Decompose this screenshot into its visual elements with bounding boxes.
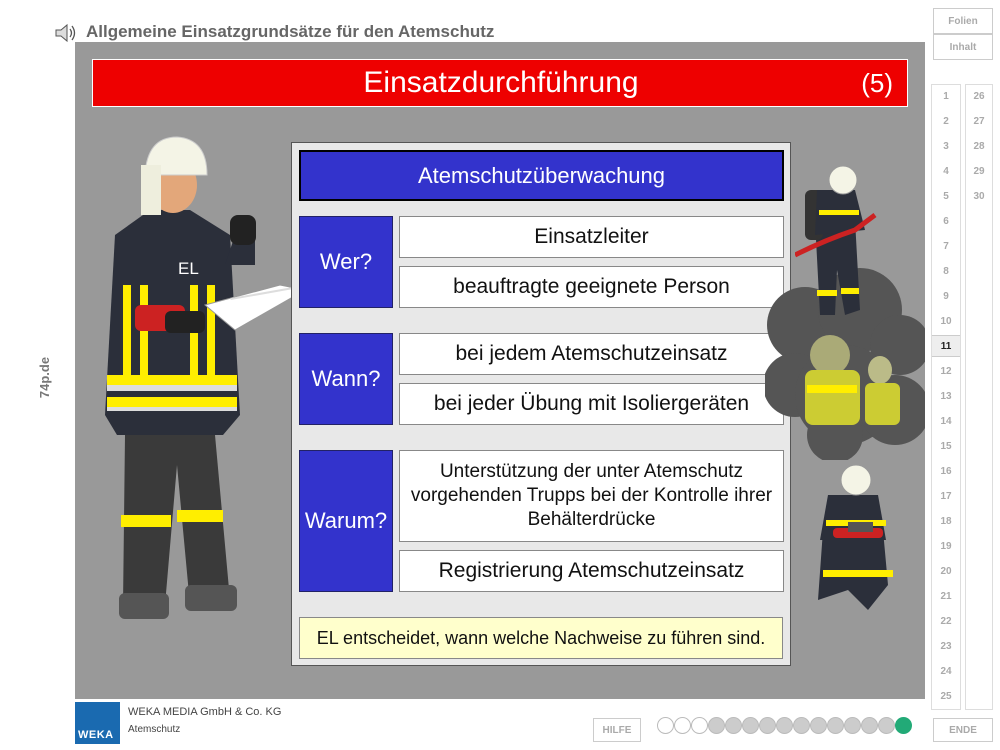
slide-nav-item-12[interactable]: 12	[940, 365, 952, 377]
slide-nav-item-19[interactable]: 19	[940, 540, 952, 552]
slide-title: Einsatzdurchführung	[363, 66, 639, 99]
slide-nav-item-14[interactable]: 14	[940, 415, 952, 427]
slide-title-bar	[92, 59, 908, 107]
kneeling-firefighter-illustration	[808, 460, 903, 615]
firefighter-label: EL	[178, 259, 199, 278]
progress-dot	[691, 717, 708, 734]
slide-nav-item-16[interactable]: 16	[940, 465, 952, 477]
slide-nav-item-13[interactable]: 13	[940, 390, 952, 402]
item-registrierung	[399, 550, 784, 592]
panel-header	[299, 150, 784, 201]
course-title: Allgemeine Einsatzgrundsätze für den Atemschutz	[86, 22, 495, 41]
progress-indicator	[657, 715, 927, 737]
slide-nav-item-18[interactable]: 18	[940, 515, 952, 527]
slide-nav-item-20[interactable]: 20	[940, 565, 952, 577]
ende-button[interactable]: ENDE	[933, 718, 993, 742]
slide-nav-item-4[interactable]: 4	[943, 165, 949, 177]
slide-nav-item-3[interactable]: 3	[943, 140, 949, 152]
label-wer	[299, 216, 393, 308]
label-wer-text: Wer?	[319, 249, 373, 274]
weka-logo-text: WEKA	[78, 729, 114, 741]
slide-nav-item-21[interactable]: 21	[940, 590, 952, 602]
item-registrierung-text: Registrierung Atemschutzeinsatz	[438, 558, 745, 582]
slide-nav-item-7[interactable]: 7	[943, 240, 949, 252]
progress-dot	[844, 717, 861, 734]
slide-nav-item-15[interactable]: 15	[940, 440, 952, 452]
label-warum	[299, 450, 393, 592]
slide-nav-item-23[interactable]: 23	[940, 640, 952, 652]
item-unterstuetzung-text: Unterstützung der unter Atemschutz vorgehenden Trupps bei der Kontrolle ihrer Behälterdrücke	[410, 461, 773, 530]
progress-dot	[759, 717, 776, 734]
footer-subject: Atemschutz	[128, 724, 181, 735]
progress-dot	[708, 717, 725, 734]
slide-nav-item-6[interactable]: 6	[943, 215, 949, 227]
progress-dot	[793, 717, 810, 734]
item-unterstuetzung	[399, 450, 784, 542]
label-warum-text: Warum?	[304, 508, 388, 533]
label-wann-text: Wann?	[311, 366, 381, 391]
progress-dot	[674, 717, 691, 734]
progress-dot	[861, 717, 878, 734]
slide-nav-item-8[interactable]: 8	[943, 265, 949, 277]
hilfe-button[interactable]: HILFE	[593, 718, 641, 742]
slide-nav-item-10[interactable]: 10	[940, 315, 952, 327]
folien-button[interactable]: Folien	[933, 8, 993, 34]
item-beauftragte-person	[399, 266, 784, 308]
firefighter-team-illustration	[785, 325, 905, 425]
item-jede-uebung	[399, 383, 784, 425]
weka-logo	[75, 702, 120, 744]
progress-dot	[742, 717, 759, 734]
slide-nav-item-2[interactable]: 2	[943, 115, 949, 127]
label-wann	[299, 333, 393, 425]
speaker-icon[interactable]	[54, 22, 78, 44]
slide-nav-column-1	[931, 84, 961, 710]
slide-nav-item-17[interactable]: 17	[940, 490, 952, 502]
inhalt-button[interactable]: Inhalt	[933, 34, 993, 60]
item-einsatzleiter-text: Einsatzleiter	[534, 224, 649, 248]
slide-nav-item-26[interactable]: 26	[973, 90, 985, 102]
progress-dot	[827, 717, 844, 734]
item-jede-uebung-text: bei jeder Übung mit Isoliergeräten	[433, 391, 750, 415]
footer-company: WEKA MEDIA GmbH & Co. KG	[128, 706, 282, 718]
slide-subnumber: (5)	[861, 68, 893, 98]
progress-dot	[810, 717, 827, 734]
slide-nav-item-22[interactable]: 22	[940, 615, 952, 627]
slide-nav-item-29[interactable]: 29	[973, 165, 985, 177]
slide-nav-item-11[interactable]: 11	[932, 335, 960, 357]
slide-nav-item-28[interactable]: 28	[973, 140, 985, 152]
progress-dot	[776, 717, 793, 734]
slide-nav-item-30[interactable]: 30	[973, 190, 985, 202]
progress-dot	[878, 717, 895, 734]
slide-nav-item-24[interactable]: 24	[940, 665, 952, 677]
slide-nav-item-1[interactable]: 1	[943, 90, 949, 102]
progress-dot	[895, 717, 912, 734]
notice-box	[299, 617, 783, 659]
slide-nav-item-27[interactable]: 27	[973, 115, 985, 127]
item-einsatzleiter	[399, 216, 784, 258]
firefighter-with-hose-illustration	[795, 160, 880, 325]
slide-nav-item-5[interactable]: 5	[943, 190, 949, 202]
progress-dot	[657, 717, 674, 734]
item-beauftragte-person-text: beauftragte geeignete Person	[453, 274, 730, 298]
item-jeder-einsatz	[399, 333, 784, 375]
slide-nav-column-2	[965, 84, 993, 710]
slide-nav-item-9[interactable]: 9	[943, 290, 949, 302]
notice-text: EL entscheidet, wann welche Nachweise zu führen sind.	[316, 627, 766, 648]
item-jeder-einsatz-text: bei jedem Atemschutzeinsatz	[455, 341, 728, 365]
slide-nav-item-25[interactable]: 25	[940, 690, 952, 702]
side-watermark-text: 74p.de	[37, 356, 53, 399]
firefighter-leader-illustration	[95, 135, 310, 635]
panel-header-text: Atemschutzüberwachung	[417, 162, 666, 188]
progress-dot	[725, 717, 742, 734]
